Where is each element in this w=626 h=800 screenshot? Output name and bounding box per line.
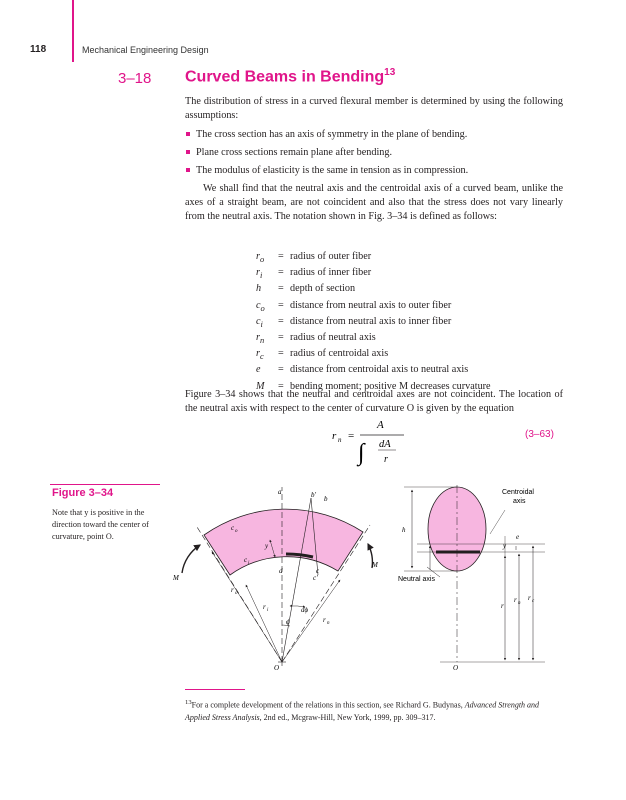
svg-text:r: r [528, 594, 531, 602]
notation-paragraph: We shall find that the neutral axis and the centroidal axis of a curved beam, unlike the axes of a straight beam, are not coincident and also that the stress does not vary linearly from the neutral axis. The notation shown in Fig. 3–34 is defined as follows: [185, 183, 563, 222]
notation-item: $r_i$ = radius of inner fiber [256, 267, 372, 281]
footnote-mark: 13 [185, 699, 192, 706]
svg-text:r: r [501, 602, 504, 610]
svg-text:b: b [324, 495, 328, 503]
svg-text:c: c [231, 524, 235, 532]
svg-text:M: M [173, 574, 179, 582]
svg-text:A: A [377, 419, 384, 431]
svg-text:dA: dA [379, 439, 391, 450]
list-item: The modulus of elasticity is the same in tension as in compression. [185, 164, 563, 177]
svg-text:ϕ: ϕ [286, 618, 290, 626]
notation-item: M = bending moment; positive M decreases curvature [256, 380, 491, 392]
footnote-ref[interactable]: 13 [384, 67, 396, 78]
footnote-rule [185, 689, 245, 690]
svg-text:r: r [384, 454, 388, 465]
svg-text:=: = [348, 430, 355, 442]
svg-text:y: y [265, 542, 269, 550]
section-title [185, 67, 395, 86]
svg-text:o: o [235, 591, 238, 596]
svg-text:r: r [263, 603, 266, 611]
figure-3-34 [160, 480, 580, 680]
svg-text:r: r [514, 596, 517, 604]
svg-text:c′: c′ [313, 574, 318, 582]
svg-text:n: n [327, 621, 330, 626]
svg-text:Centroidal: Centroidal [502, 489, 534, 496]
notation-item: $r_o$ = radius of outer fiber [256, 251, 372, 265]
notation-list [256, 249, 491, 395]
svg-text:c: c [244, 556, 248, 564]
book-title: Mechanical Engineering Design [82, 45, 209, 55]
svg-text:O: O [274, 664, 280, 672]
svg-text:r: r [231, 586, 234, 594]
svg-text:o: o [235, 529, 238, 534]
svg-text:axis: axis [513, 498, 526, 505]
svg-text:h: h [402, 526, 406, 534]
notation-item: e = distance from centroidal axis to neutral axis [256, 364, 469, 376]
svg-text:c: c [532, 599, 535, 604]
svg-text:∫: ∫ [358, 440, 365, 466]
figure-rule [50, 484, 160, 485]
notation-item: $c_i$ = distance from neutral axis to inner fiber [256, 315, 452, 329]
equation-number: (3–63) [525, 429, 554, 440]
equation-3-63 [330, 414, 420, 468]
equation-intro-paragraph: Figure 3–34 shows that the neutral and centroidal axes are not coincident. The location of the neutral axis with respect to the center of curvature O is given by the equation [185, 389, 563, 414]
svg-text:a: a [278, 488, 282, 496]
svg-text:y: y [503, 542, 507, 550]
list-item: Plane cross sections remain plane after bending. [185, 146, 563, 159]
svg-text:c: c [316, 567, 320, 575]
figure-caption: Note that y is positive in the direction toward the center of curvature, point O. [52, 508, 149, 541]
svg-text:i: i [267, 608, 269, 613]
svg-text:d: d [279, 567, 283, 575]
svg-text:O: O [453, 664, 459, 672]
svg-text:r: r [332, 430, 337, 442]
notation-item: $c_o$ = distance from neutral axis to outer fiber [256, 299, 452, 313]
assumptions-list [185, 128, 563, 182]
section-title-text: Curved Beams in Bending [185, 68, 385, 86]
svg-text:r: r [323, 616, 326, 624]
svg-text:e: e [516, 533, 520, 541]
svg-text:i: i [248, 561, 250, 566]
svg-text:b′: b′ [311, 491, 317, 499]
page-number: 118 [30, 44, 47, 55]
header-rule [72, 0, 74, 62]
curved-beam [204, 509, 363, 575]
footnote: $^{13}$For a complete development of the relations in this section, see Richard G. Budynas, Advanced Strength and Applied Stress Analysis, 2nd ed., Mcgraw-Hill, New York, 1999, pp. 309–317. [185, 699, 540, 722]
notation-item: $r_c$ = radius of centroidal axis [256, 348, 389, 362]
svg-text:dϕ: dϕ [301, 606, 309, 614]
section-number: 3–18 [118, 70, 152, 87]
svg-text:n: n [518, 601, 521, 606]
list-item: The cross section has an axis of symmetry in the plane of bending. [185, 128, 563, 141]
svg-text:M: M [372, 561, 378, 569]
figure-label: Figure 3–34 [52, 487, 114, 499]
svg-text:Neutral axis: Neutral axis [398, 576, 435, 583]
svg-text:n: n [338, 436, 342, 444]
intro-paragraph: The distribution of stress in a curved flexural member is determined by using the following assumptions: [185, 96, 563, 121]
notation-item: $r_n$ = radius of neutral axis [256, 331, 376, 345]
notation-item: h = depth of section [256, 283, 356, 295]
